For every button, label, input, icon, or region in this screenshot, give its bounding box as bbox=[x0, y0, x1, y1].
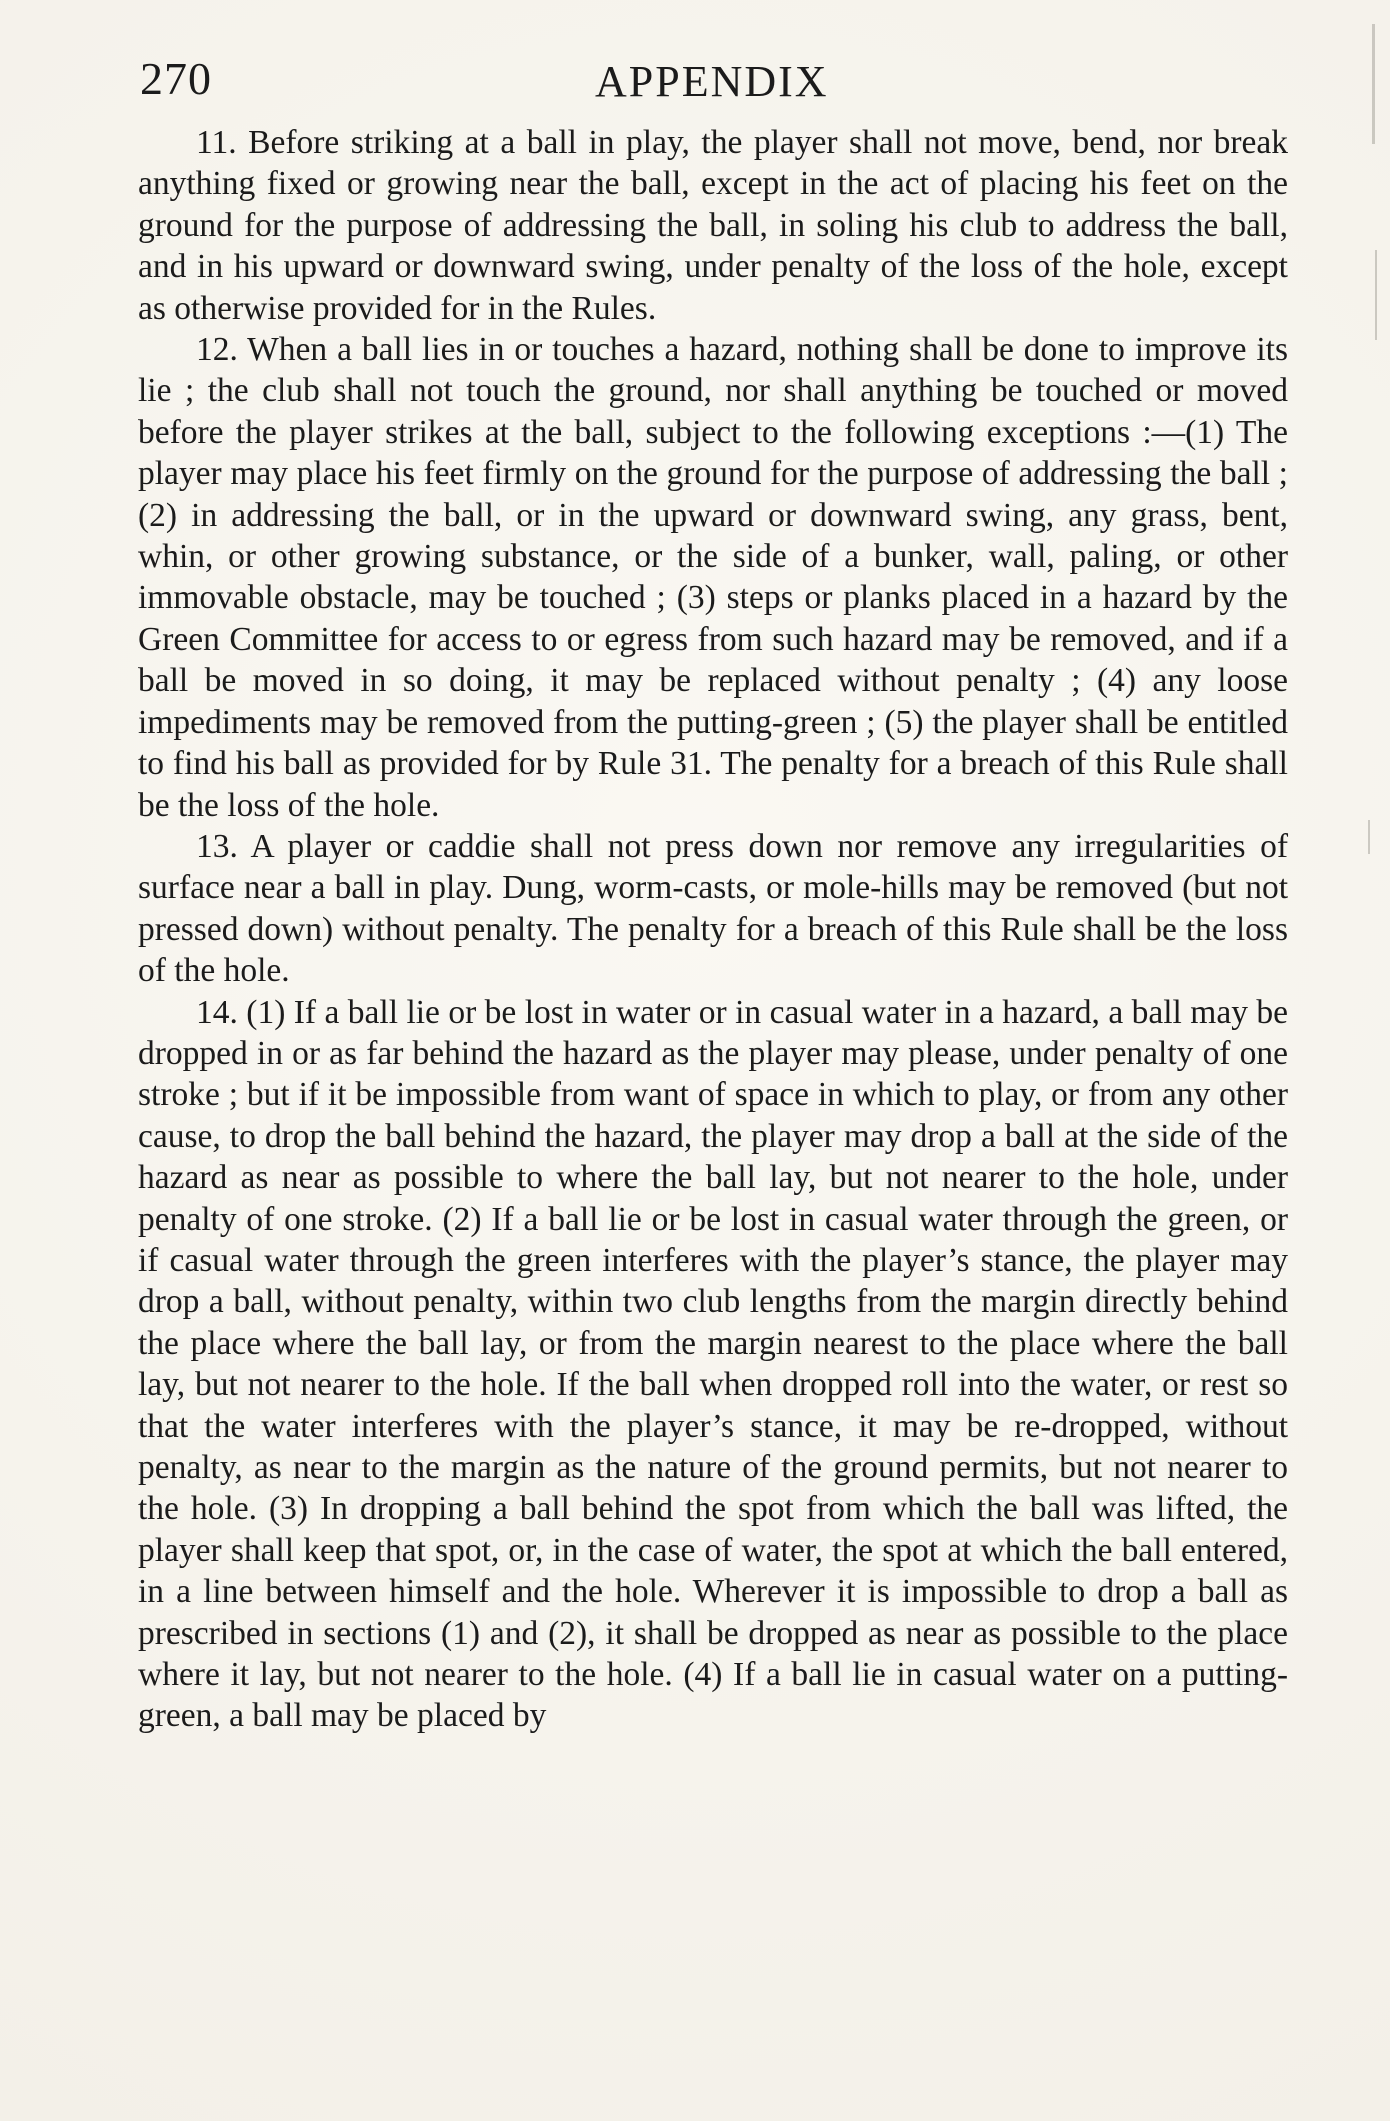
page-number: 270 bbox=[140, 53, 212, 104]
page-header bbox=[140, 52, 1290, 122]
scan-edge-mark bbox=[1375, 250, 1377, 340]
paragraph-rule-11: 11. Before striking at a ball in play, the player shall not move, bend, nor break anything fixed or growing near the ball, except in the act of placing his feet on the ground for the purpose of addressing the ball, in soling his club to address the ball, and in his upward or downward swing, under penalty of the loss of the hole, except as otherwise provided for in the Rules. bbox=[138, 124, 1288, 327]
paragraph-rule-12: 12. When a ball lies in or touches a hazard, nothing shall be done to improve its lie ; the club shall not touch the ground, nor shall anything be touched or moved before the player strikes at the ball, subject to the following exceptions :—(1) The player may place his feet firmly on the ground for the purpose of addressing the ball ; (2) in addressing the ball, or in the upward or downward swing, any grass, bent, whin, or other growing substance, or the side of a bunker, wall, paling, or other immovable obstacle, may be touched ; (3) steps or planks placed in a hazard by the Green Committee for access to or egress from such hazard may be removed, and if a ball be moved in so doing, it may be replaced without penalty ; (4) any loose impediments may be removed from the putting-green ; (5) the player shall be entitled to find his ball as provided for by Rule 31. The penalty for a breach of this Rule shall be the loss of the hole. bbox=[138, 331, 1288, 824]
running-head: APPENDIX bbox=[595, 57, 829, 106]
scan-edge-mark bbox=[1368, 820, 1370, 854]
scan-edge-mark bbox=[1372, 24, 1375, 144]
paragraph-rule-13: 13. A player or caddie shall not press down nor remove any irregularities of surface near a ball in play. Dung, worm-casts, or mole-hills may be removed (but not pressed down) without penalty. The penalty for a breach of this Rule shall be the loss of the hole. bbox=[138, 827, 1288, 990]
page-body bbox=[138, 122, 1288, 1737]
paragraph-rule-14: 14. (1) If a ball lie or be lost in water or in casual water in a hazard, a ball may be dropped in or as far behind the hazard as the player may please, under penalty of one stroke ; but if it be impossible from want of space in which to play, or from any other cause, to drop the ball behind the hazard, the player may drop a ball at the side of the hazard as near as possible to where the ball lay, but not nearer to the hole, under penalty of one stroke. (2) If a ball lie or be lost in casual water through the green, or if casual water through the green interferes with the player’s stance, the player may drop a ball, without penalty, within two club lengths from the margin directly behind the place where the ball lay, or from the margin nearest to the place where the ball lay, but not nearer to the hole. If the ball when dropped roll into the water, or rest so that the water interferes with the player’s stance, it may be re-dropped, without penalty, as near to the margin as the nature of the ground permits, but not nearer to the hole. (3) In dropping a ball behind the spot from which the ball was lifted, the player shall keep that spot, or, in the case of water, the spot at which the ball entered, in a line between himself and the hole. Wherever it is impossible to drop a ball as prescribed in sections (1) and (2), it shall be dropped as near as possible to the place where it lay, but not nearer to the hole. (4) If a ball lie in casual water on a putting-green, a ball may be placed by bbox=[138, 993, 1288, 1735]
